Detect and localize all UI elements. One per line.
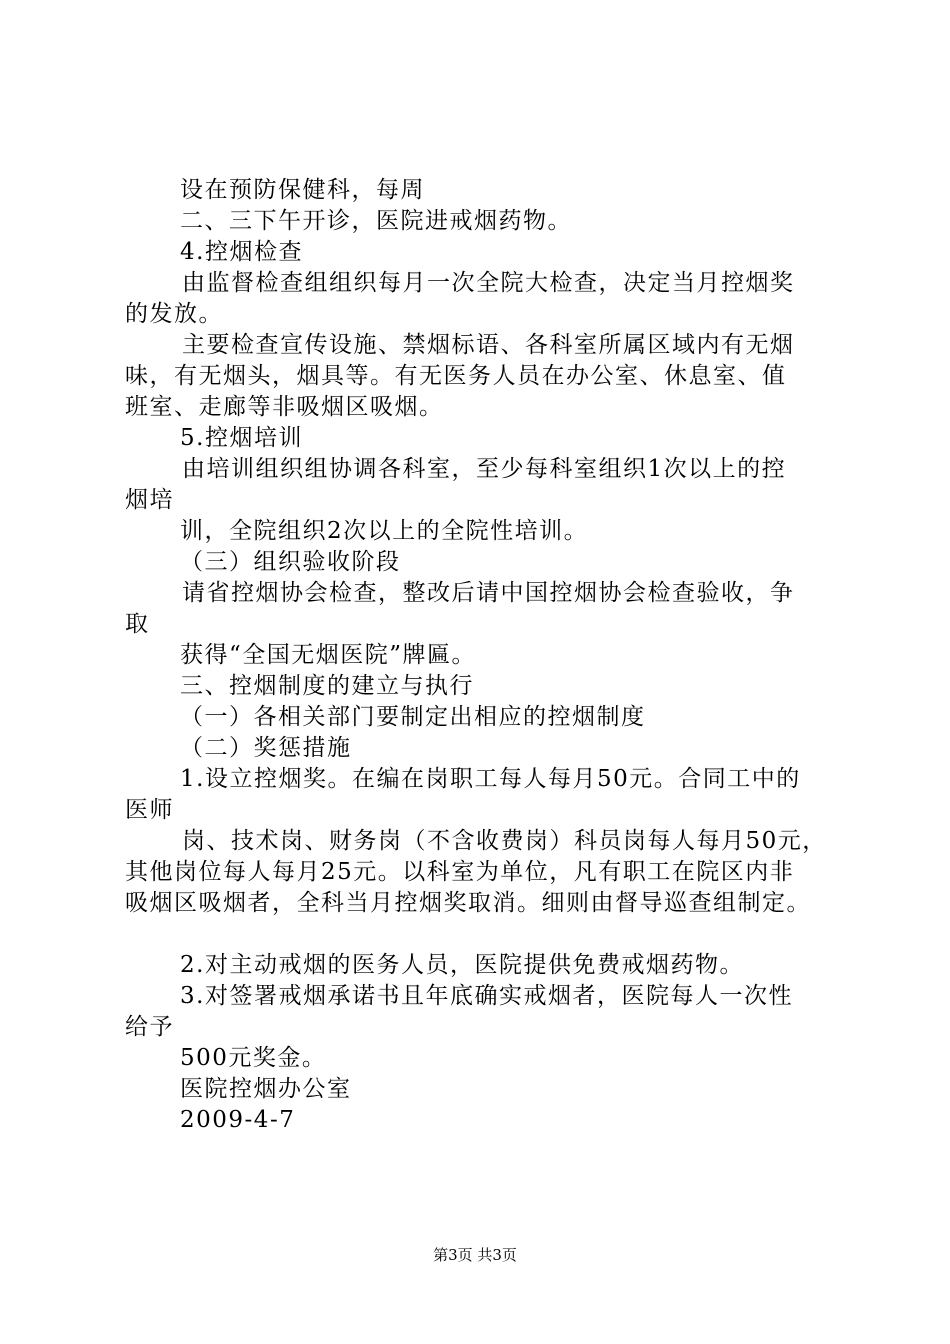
- section-heading: （一）各相关部门要制定出相应的控烟制度: [180, 704, 646, 730]
- page-footer: 第3页 共3页: [433, 1246, 517, 1264]
- text-line: 医师: [125, 797, 174, 823]
- text-line: 岗、技术岗、财务岗（不含收费岗）科员岗每人每月50元，: [182, 828, 827, 854]
- text-line: 的发放。: [125, 301, 223, 327]
- text-line: 烟培: [125, 487, 174, 513]
- text-line: 1.设立控烟奖。在编在岗职工每人每月50元。合同工中的: [180, 766, 801, 792]
- text-line: 3.对签署戒烟承诺书且年底确实戒烟者，医院每人一次性: [180, 983, 793, 1009]
- section-heading: 三、控烟制度的建立与执行: [180, 673, 474, 699]
- text-line: 给予: [125, 1014, 174, 1040]
- text-line: 设在预防保健科，每周: [180, 177, 425, 203]
- text-line: 班室、走廊等非吸烟区吸烟。: [125, 394, 444, 420]
- text-line: 训，全院组织2次以上的全院性培训。: [180, 518, 589, 544]
- text-line: 吸烟区吸烟者，全科当月控烟奖取消。细则由督导巡查组制定。: [125, 890, 811, 916]
- text-line: 请省控烟协会检查，整改后请中国控烟协会检查验收，争: [182, 580, 795, 606]
- text-line: 取: [125, 611, 150, 637]
- section-heading: 5.控烟培训: [180, 425, 303, 451]
- section-heading: （二）奖惩措施: [180, 735, 352, 761]
- section-heading: （三）组织验收阶段: [180, 549, 401, 575]
- signature-org: 医院控烟办公室: [180, 1076, 352, 1102]
- text-line: 味，有无烟头，烟具等。有无医务人员在办公室、休息室、值: [125, 363, 787, 389]
- section-heading: 4.控烟检查: [180, 239, 303, 265]
- text-line: 由培训组织组协调各科室，至少每科室组织1次以上的控: [182, 456, 787, 482]
- text-line: 2.对主动戒烟的医务人员，医院提供免费戒烟药物。: [180, 952, 744, 978]
- text-line: 500元奖金。: [180, 1045, 327, 1071]
- text-line: 其他岗位每人每月25元。以科室为单位，凡有职工在院区内非: [125, 859, 795, 885]
- text-line: 二、三下午开诊，医院进戒烟药物。: [180, 208, 572, 234]
- text-line: 由监督检查组组织每月一次全院大检查，决定当月控烟奖: [182, 270, 795, 296]
- signature-date: 2009-4-7: [180, 1107, 296, 1133]
- text-line: 主要检查宣传设施、禁烟标语、各科室所属区域内有无烟: [182, 332, 795, 358]
- text-line: 获得“全国无烟医院”牌匾。: [180, 642, 477, 668]
